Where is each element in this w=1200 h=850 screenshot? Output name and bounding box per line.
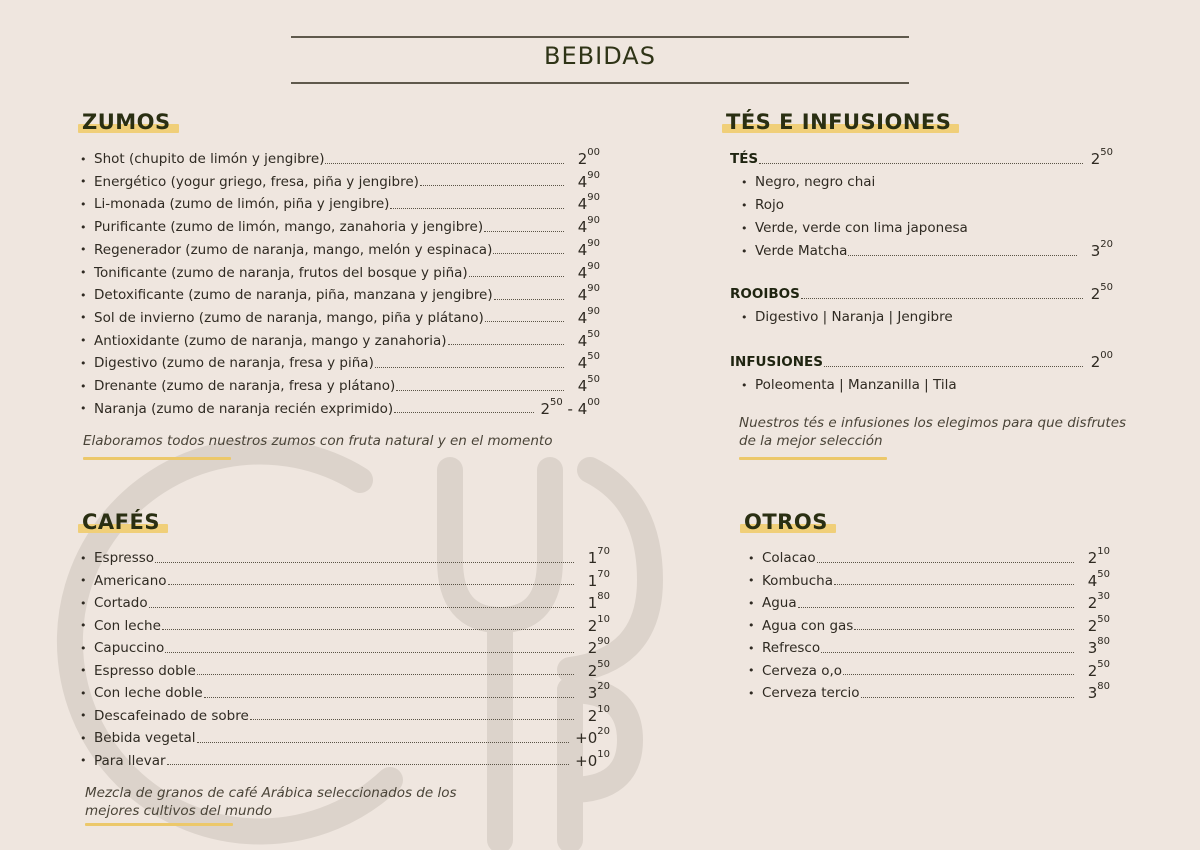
bullet-icon: • bbox=[741, 310, 748, 324]
zumo-item bbox=[80, 307, 600, 329]
zumo-item bbox=[80, 398, 600, 420]
dot-leader bbox=[168, 583, 574, 585]
bullet-icon: • bbox=[80, 197, 87, 211]
price-euros: 4 bbox=[577, 195, 588, 214]
price-euros: 2 bbox=[587, 706, 598, 725]
otros-item bbox=[748, 592, 1110, 614]
dot-leader bbox=[394, 411, 534, 413]
bullet-icon: • bbox=[748, 596, 755, 610]
bullet-icon: • bbox=[80, 288, 87, 302]
price-euros: 3 bbox=[1090, 242, 1101, 260]
dot-leader bbox=[824, 365, 1083, 367]
price bbox=[570, 192, 600, 214]
bullet-icon: • bbox=[80, 152, 87, 166]
price-cents: 80 bbox=[597, 591, 610, 602]
price bbox=[1080, 613, 1110, 635]
price-cents: 50 bbox=[1100, 282, 1113, 293]
item-name: Colacao bbox=[762, 550, 816, 566]
price-euros: 4 bbox=[577, 286, 588, 305]
item-name: Poleomenta | Manzanilla | Tila bbox=[755, 377, 957, 393]
group-name: ROOIBOS bbox=[730, 286, 800, 302]
price-cents: 20 bbox=[597, 681, 610, 692]
bullet-icon: • bbox=[80, 731, 87, 745]
dot-leader bbox=[861, 696, 1074, 698]
price-euros: 2 bbox=[577, 150, 588, 168]
bullet-icon: • bbox=[80, 334, 87, 348]
price-euros: 2 bbox=[1090, 285, 1101, 303]
price-cents: 00 bbox=[1100, 350, 1113, 361]
tes-item bbox=[741, 240, 1113, 262]
price bbox=[580, 613, 610, 635]
dot-leader bbox=[854, 628, 1074, 630]
price bbox=[1090, 282, 1113, 303]
price-cents: 80 bbox=[1097, 636, 1110, 647]
dot-leader bbox=[204, 696, 574, 698]
price bbox=[580, 658, 610, 680]
price-euros: 3 bbox=[587, 684, 598, 702]
cafes-note-underline bbox=[85, 823, 233, 826]
price-cents: 10 bbox=[1097, 546, 1110, 557]
tes-note bbox=[739, 414, 1126, 450]
price-cents: 50 bbox=[1097, 613, 1110, 625]
cafes-note-line2: mejores cultivos del mundo bbox=[85, 803, 273, 819]
tes-item bbox=[741, 194, 784, 216]
price bbox=[540, 396, 600, 418]
bullet-icon: • bbox=[80, 641, 87, 655]
price-cents: 70 bbox=[597, 568, 610, 580]
header-bottom-rule bbox=[291, 82, 909, 84]
zumo-item bbox=[80, 216, 600, 238]
zumo-item bbox=[80, 148, 600, 170]
price-euros: 1 bbox=[587, 594, 598, 612]
otros-item bbox=[748, 570, 1110, 592]
price-euros: 4 bbox=[577, 218, 588, 237]
price bbox=[580, 546, 610, 567]
price-euros: +0 bbox=[575, 751, 598, 770]
zumo-item bbox=[80, 330, 600, 352]
dot-leader bbox=[375, 366, 564, 368]
dot-leader bbox=[162, 628, 574, 630]
price-cents: 90 bbox=[587, 237, 600, 249]
price bbox=[580, 591, 610, 612]
price-cents: 90 bbox=[587, 305, 600, 317]
price-euros: 1 bbox=[587, 549, 598, 567]
cafe-item bbox=[80, 682, 610, 704]
price bbox=[570, 328, 600, 350]
bullet-icon: • bbox=[741, 221, 748, 235]
price-euros: 2 bbox=[587, 661, 598, 680]
bullet-icon: • bbox=[80, 754, 87, 767]
price-cents: 50 bbox=[1097, 658, 1110, 670]
bullet-icon: • bbox=[80, 574, 87, 587]
bullet-icon: • bbox=[80, 619, 87, 632]
cafe-item bbox=[80, 750, 610, 772]
page-title: BEBIDAS bbox=[544, 42, 656, 70]
bullet-icon: • bbox=[80, 243, 87, 257]
item-name: Sol de invierno (zumo de naranja, mango, piña y plátano) bbox=[94, 309, 484, 326]
bullet-icon: • bbox=[80, 175, 87, 189]
item-name: Cortado bbox=[94, 595, 148, 611]
bullet-icon: • bbox=[748, 664, 755, 677]
dot-leader bbox=[493, 252, 564, 254]
price-cents: 50 bbox=[587, 374, 600, 385]
price bbox=[570, 305, 600, 327]
dot-leader bbox=[843, 673, 1074, 675]
zumo-item bbox=[80, 193, 600, 215]
item-name: Para llevar bbox=[94, 752, 166, 769]
item-name: Naranja (zumo de naranja recién exprimido) bbox=[94, 400, 394, 417]
item-name: Con leche doble bbox=[94, 685, 203, 701]
dot-leader bbox=[798, 606, 1074, 608]
bullet-icon: • bbox=[80, 266, 87, 279]
otros-item bbox=[748, 660, 1110, 682]
tes-note-line1: Nuestros tés e infusiones los elegimos para que disfrutes bbox=[739, 415, 1127, 431]
price bbox=[1080, 636, 1110, 657]
item-name: Regenerador (zumo de naranja, mango, melón y espinaca) bbox=[94, 241, 493, 258]
price bbox=[580, 681, 610, 702]
dot-leader bbox=[197, 741, 570, 743]
item-name: Drenante (zumo de naranja, fresa y plátano) bbox=[94, 378, 396, 394]
item-name: Cerveza o,o bbox=[762, 662, 843, 679]
price-cents: 90 bbox=[587, 192, 600, 204]
price-cents: 90 bbox=[587, 169, 600, 181]
item-name: Espresso bbox=[94, 550, 155, 566]
price bbox=[580, 703, 610, 725]
bullet-icon: • bbox=[80, 551, 87, 565]
dot-leader bbox=[801, 297, 1083, 299]
item-name: Digestivo (zumo de naranja, fresa y piña) bbox=[94, 355, 374, 372]
price-euros: 4 bbox=[577, 308, 588, 327]
price bbox=[570, 147, 600, 168]
price-cents: 50 bbox=[587, 351, 600, 363]
price-euros: 2 bbox=[540, 399, 551, 418]
price-euros: 2 bbox=[1090, 353, 1101, 371]
item-name: Purificante (zumo de limón, mango, zanahoria y jengibre) bbox=[94, 219, 484, 236]
tes-note-line2: de la mejor selección bbox=[739, 433, 883, 449]
bullet-icon: • bbox=[741, 198, 748, 212]
item-name: Agua con gas bbox=[762, 617, 854, 634]
price-euros: 3 bbox=[1087, 684, 1098, 702]
item-name: Agua bbox=[762, 595, 797, 611]
price bbox=[1080, 591, 1110, 612]
otros-title: OTROS bbox=[740, 510, 832, 534]
bullet-icon: • bbox=[80, 709, 87, 722]
price-cents: 50 bbox=[1097, 568, 1110, 580]
price bbox=[570, 260, 600, 282]
price bbox=[1090, 350, 1113, 371]
cafe-item bbox=[80, 727, 610, 749]
price bbox=[1080, 658, 1110, 680]
price bbox=[570, 237, 600, 259]
otros-item bbox=[748, 682, 1110, 704]
zumos-title: ZUMOS bbox=[78, 110, 175, 134]
price bbox=[570, 283, 600, 305]
item-name: Americano bbox=[94, 572, 167, 589]
item-name: Detoxificante (zumo de naranja, piña, manzana y jengibre) bbox=[94, 287, 493, 304]
price-euros: +0 bbox=[575, 729, 598, 747]
bullet-icon: • bbox=[748, 641, 755, 655]
item-name: Con leche bbox=[94, 617, 161, 634]
price bbox=[1083, 239, 1113, 260]
item-name: Descafeinado de sobre bbox=[94, 707, 249, 724]
dot-leader bbox=[390, 207, 564, 209]
price-euros: 4 bbox=[577, 377, 588, 395]
price bbox=[1080, 568, 1110, 590]
dot-leader bbox=[848, 254, 1077, 256]
dot-leader bbox=[834, 583, 1074, 585]
bullet-icon: • bbox=[80, 664, 87, 677]
tes-title: TÉS E INFUSIONES bbox=[722, 110, 955, 134]
zumo-item bbox=[80, 262, 600, 284]
zumo-item bbox=[80, 171, 600, 193]
cafe-item bbox=[80, 592, 610, 614]
price bbox=[570, 374, 600, 395]
dot-leader bbox=[469, 275, 564, 277]
header-top-rule bbox=[291, 36, 909, 38]
item-name: Shot (chupito de limón y jengibre) bbox=[94, 151, 325, 167]
item-name: Digestivo | Naranja | Jengibre bbox=[755, 309, 953, 325]
price-euros: 2 bbox=[587, 639, 598, 657]
dot-leader bbox=[396, 389, 564, 391]
bullet-icon: • bbox=[741, 175, 748, 189]
bullet-icon: • bbox=[80, 379, 87, 393]
tes-item bbox=[741, 171, 875, 193]
item-name: Antioxidante (zumo de naranja, mango y zanahoria) bbox=[94, 332, 447, 349]
price bbox=[575, 748, 610, 770]
tes-item bbox=[741, 306, 953, 328]
dot-leader bbox=[165, 651, 574, 653]
bullet-icon: • bbox=[80, 220, 87, 234]
tes-note-underline bbox=[739, 457, 887, 460]
bullet-icon: • bbox=[80, 311, 87, 325]
tes-item bbox=[741, 374, 957, 396]
otros-item bbox=[748, 637, 1110, 659]
price-cents: 90 bbox=[597, 636, 610, 647]
price-euros: 4 bbox=[577, 331, 588, 350]
bullet-icon: • bbox=[748, 551, 755, 565]
dot-leader bbox=[197, 673, 574, 675]
price-euros: 2 bbox=[1087, 616, 1098, 635]
price-euros: 4 bbox=[577, 240, 588, 259]
price bbox=[570, 351, 600, 373]
tes-group-header bbox=[730, 351, 1113, 373]
price-euros: 2 bbox=[1087, 549, 1098, 567]
price-cents: 10 bbox=[597, 748, 610, 760]
price-separator: - bbox=[562, 399, 578, 418]
otros-item bbox=[748, 547, 1110, 569]
price-euros: 4 bbox=[577, 399, 588, 418]
price-cents: 90 bbox=[587, 215, 600, 227]
dot-leader bbox=[325, 162, 564, 164]
price bbox=[570, 215, 600, 237]
dot-leader bbox=[420, 184, 564, 186]
item-name: Rojo bbox=[755, 197, 785, 213]
zumos-note-underline bbox=[83, 457, 231, 460]
price bbox=[580, 568, 610, 590]
zumo-item bbox=[80, 284, 600, 306]
price-cents: 90 bbox=[587, 260, 600, 272]
price bbox=[1080, 681, 1110, 702]
price-cents: 30 bbox=[1097, 591, 1110, 602]
cafe-item bbox=[80, 637, 610, 659]
price-cents: 10 bbox=[597, 703, 610, 715]
item-name: Espresso doble bbox=[94, 662, 196, 679]
price-euros: 2 bbox=[1087, 594, 1098, 612]
tes-group-header bbox=[730, 283, 1113, 305]
tes-item bbox=[741, 217, 968, 239]
tes-group-header bbox=[730, 148, 1113, 170]
price-cents: 80 bbox=[1097, 681, 1110, 692]
group-name: INFUSIONES bbox=[730, 354, 823, 370]
price-cents: 00 bbox=[587, 396, 600, 408]
price-euros: 4 bbox=[577, 263, 588, 282]
item-name: Bebida vegetal bbox=[94, 730, 196, 746]
price-cents: 50 bbox=[587, 328, 600, 340]
item-name: Verde, verde con lima japonesa bbox=[755, 220, 968, 236]
price-euros: 3 bbox=[1087, 639, 1098, 657]
price-cents: 50 bbox=[1100, 147, 1113, 158]
price-cents: 50 bbox=[550, 396, 563, 408]
cafes-note-line1: Mezcla de granos de café Arábica seleccionados de los bbox=[85, 785, 457, 801]
bullet-icon: • bbox=[748, 574, 755, 587]
price bbox=[580, 636, 610, 657]
zumos-note: Elaboramos todos nuestros zumos con fruta natural y en el momento bbox=[83, 433, 553, 449]
price-euros: 4 bbox=[577, 172, 588, 191]
bullet-icon: • bbox=[741, 244, 748, 258]
dot-leader bbox=[155, 561, 574, 563]
price-euros: 1 bbox=[587, 571, 598, 590]
dot-leader bbox=[494, 298, 564, 300]
price-cents: 10 bbox=[597, 613, 610, 625]
price-cents: 20 bbox=[597, 726, 610, 737]
bullet-icon: • bbox=[748, 619, 755, 632]
item-name: Cerveza tercio bbox=[762, 685, 860, 701]
item-name: Kombucha bbox=[762, 572, 833, 589]
dot-leader bbox=[821, 651, 1074, 653]
item-name: Capuccino bbox=[94, 640, 165, 656]
price-cents: 50 bbox=[597, 658, 610, 670]
dot-leader bbox=[250, 718, 574, 720]
price-euros: 2 bbox=[587, 616, 598, 635]
cafes-note bbox=[85, 784, 457, 820]
bullet-icon: • bbox=[80, 356, 87, 370]
item-name: Negro, negro chai bbox=[755, 174, 876, 190]
item-name: Energético (yogur griego, fresa, piña y jengibre) bbox=[94, 173, 419, 190]
bullet-icon: • bbox=[80, 596, 87, 610]
cafe-item bbox=[80, 547, 610, 569]
price bbox=[570, 169, 600, 191]
dot-leader bbox=[759, 162, 1083, 164]
dot-leader bbox=[484, 230, 564, 232]
price-euros: 2 bbox=[1087, 661, 1098, 680]
otros-item bbox=[748, 615, 1110, 637]
item-name: Refresco bbox=[762, 640, 821, 656]
price-cents: 20 bbox=[1100, 239, 1113, 250]
dot-leader bbox=[149, 606, 574, 608]
price-euros: 4 bbox=[577, 354, 588, 373]
zumo-item bbox=[80, 239, 600, 261]
item-name: Tonificante (zumo de naranja, frutos del bosque y piña) bbox=[94, 264, 468, 281]
price-euros: 4 bbox=[1087, 571, 1098, 590]
bullet-icon: • bbox=[741, 378, 748, 392]
bullet-icon: • bbox=[80, 402, 87, 416]
zumo-item bbox=[80, 352, 600, 374]
price bbox=[1090, 147, 1113, 168]
cafes-title: CAFÉS bbox=[78, 510, 164, 534]
price bbox=[575, 726, 610, 747]
dot-leader bbox=[485, 320, 564, 322]
item-name: Verde Matcha bbox=[755, 243, 848, 259]
group-name: TÉS bbox=[730, 151, 759, 167]
zumo-item bbox=[80, 375, 600, 397]
dot-leader bbox=[817, 561, 1074, 563]
price bbox=[1080, 546, 1110, 567]
price-euros: 2 bbox=[1090, 150, 1101, 168]
dot-leader bbox=[167, 763, 570, 765]
price-cents: 70 bbox=[597, 546, 610, 557]
price-cents: 90 bbox=[587, 283, 600, 295]
dot-leader bbox=[448, 343, 564, 345]
item-name: Li-monada (zumo de limón, piña y jengibre) bbox=[94, 196, 390, 213]
cafe-item bbox=[80, 570, 610, 592]
bullet-icon: • bbox=[748, 686, 755, 700]
cafe-item bbox=[80, 615, 610, 637]
cafe-item bbox=[80, 705, 610, 727]
bullet-icon: • bbox=[80, 686, 87, 700]
cafe-item bbox=[80, 660, 610, 682]
price-cents: 00 bbox=[587, 147, 600, 158]
